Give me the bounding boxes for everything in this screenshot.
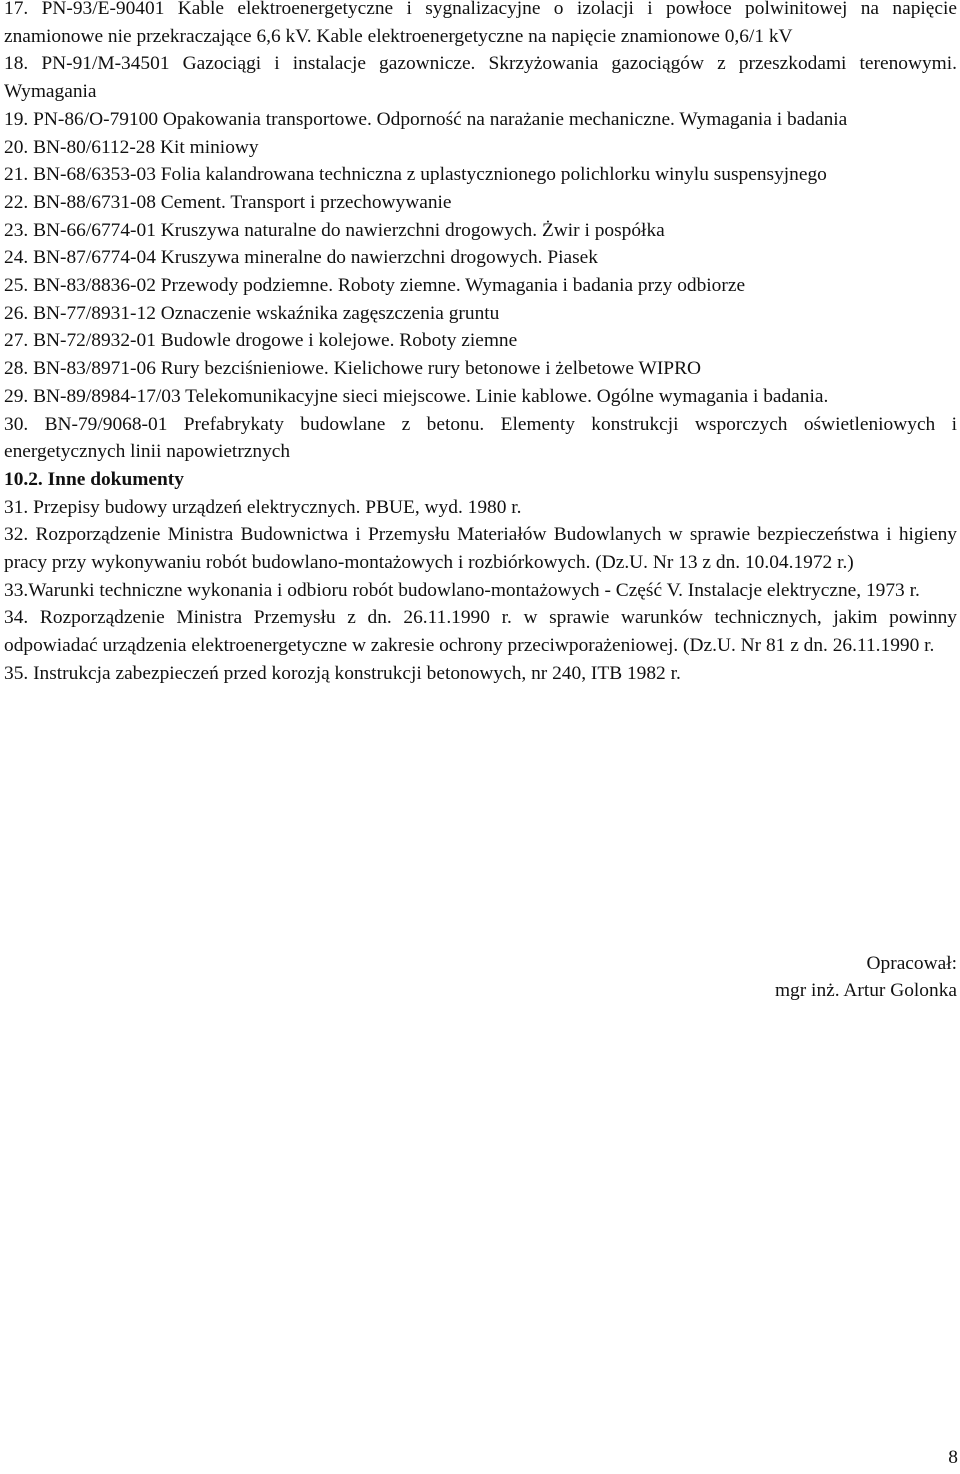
reference-item: 19. PN-86/O-79100 Opakowania transportowe. Odporność na narażanie mechaniczne. Wymagania i badania: [4, 108, 848, 130]
reference-item: 24. BN-87/6774-04 Kruszywa mineralne do nawierzchni drogowych. Piasek: [4, 247, 598, 269]
references-list: [4, 0, 957, 688]
signature-block: [775, 950, 957, 1004]
reference-item: 20. BN-80/6112-28 Kit miniowy: [4, 136, 259, 158]
other-document-item: 32. Rozporządzenie Ministra Budownictwa i Przemysłu Materiałów Budowlanych w sprawie bezpieczeństwa i higieny pracy przy wykonywaniu robót budowlano-montażowych i rozbiórkowych. (Dz.U. Nr 13 z dn. 10.04.1972 r.): [4, 524, 957, 574]
reference-item: 25. BN-83/8836-02 Przewody podziemne. Roboty ziemne. Wymagania i badania przy odbiorze: [4, 275, 746, 297]
reference-item: 22. BN-88/6731-08 Cement. Transport i przechowywanie: [4, 191, 452, 213]
reference-item: 17. PN-93/E-90401 Kable elektroenergetyczne i sygnalizacyjne o izolacji i powłoce polwinitowej na napięcie znamionowe nie przekraczające 6,6 kV. Kable elektroenergetyczne na napięcie znamionowe 0,6/1 kV: [4, 0, 957, 47]
reference-item: 23. BN-66/6774-01 Kruszywa naturalne do nawierzchni drogowych. Żwir i pospółka: [4, 219, 665, 241]
reference-item: 29. BN-89/8984-17/03 Telekomunikacyjne sieci miejscowe. Linie kablowe. Ogólne wymagania i badania.: [4, 385, 829, 407]
other-document-item: 35. Instrukcja zabezpieczeń przed korozją konstrukcji betonowych, nr 240, ITB 1982 r.: [4, 662, 681, 684]
reference-item: 21. BN-68/6353-03 Folia kalandrowana techniczna z uplastycznionego polichlorku winylu suspensyjnego: [4, 164, 827, 186]
other-document-item: 31. Przepisy budowy urządzeń elektrycznych. PBUE, wyd. 1980 r.: [4, 496, 522, 518]
reference-item: 18. PN-91/M-34501 Gazociągi i instalacje gazownicze. Skrzyżowania gazociągów z przeszkodami terenowymi. Wymagania: [4, 53, 957, 103]
reference-item: 27. BN-72/8932-01 Budowle drogowe i kolejowe. Roboty ziemne: [4, 330, 518, 352]
reference-item: 26. BN-77/8931-12 Oznaczenie wskaźnika zagęszczenia gruntu: [4, 302, 500, 324]
signature-label: Opracował:: [866, 953, 957, 974]
page-number: 8: [948, 1447, 958, 1468]
other-document-item: 33.Warunki techniczne wykonania i odbioru robót budowlano-montażowych - Część V. Instalacje elektryczne, 1973 r.: [4, 579, 920, 601]
author-name: mgr inż. Artur Golonka: [774, 980, 957, 1001]
reference-item: 30. BN-79/9068-01 Prefabrykaty budowlane z betonu. Elementy konstrukcji wsporczych oświetleniowych i energetycznych linii napowietrznych: [4, 413, 957, 463]
section-heading: 10.2. Inne dokumenty: [4, 468, 184, 490]
other-document-item: 34. Rozporządzenie Ministra Przemysłu z dn. 26.11.1990 r. w sprawie warunków technicznych, jakim powinny odpowiadać urządzenia elektroenergetyczne w zakresie ochrony przeciwporażeniowej. (Dz.U. Nr 81 z dn. 26.11.1990 r.: [4, 607, 957, 657]
reference-item: 28. BN-83/8971-06 Rury bezciśnieniowe. Kielichowe rury betonowe i żelbetowe WIPRO: [4, 358, 702, 380]
